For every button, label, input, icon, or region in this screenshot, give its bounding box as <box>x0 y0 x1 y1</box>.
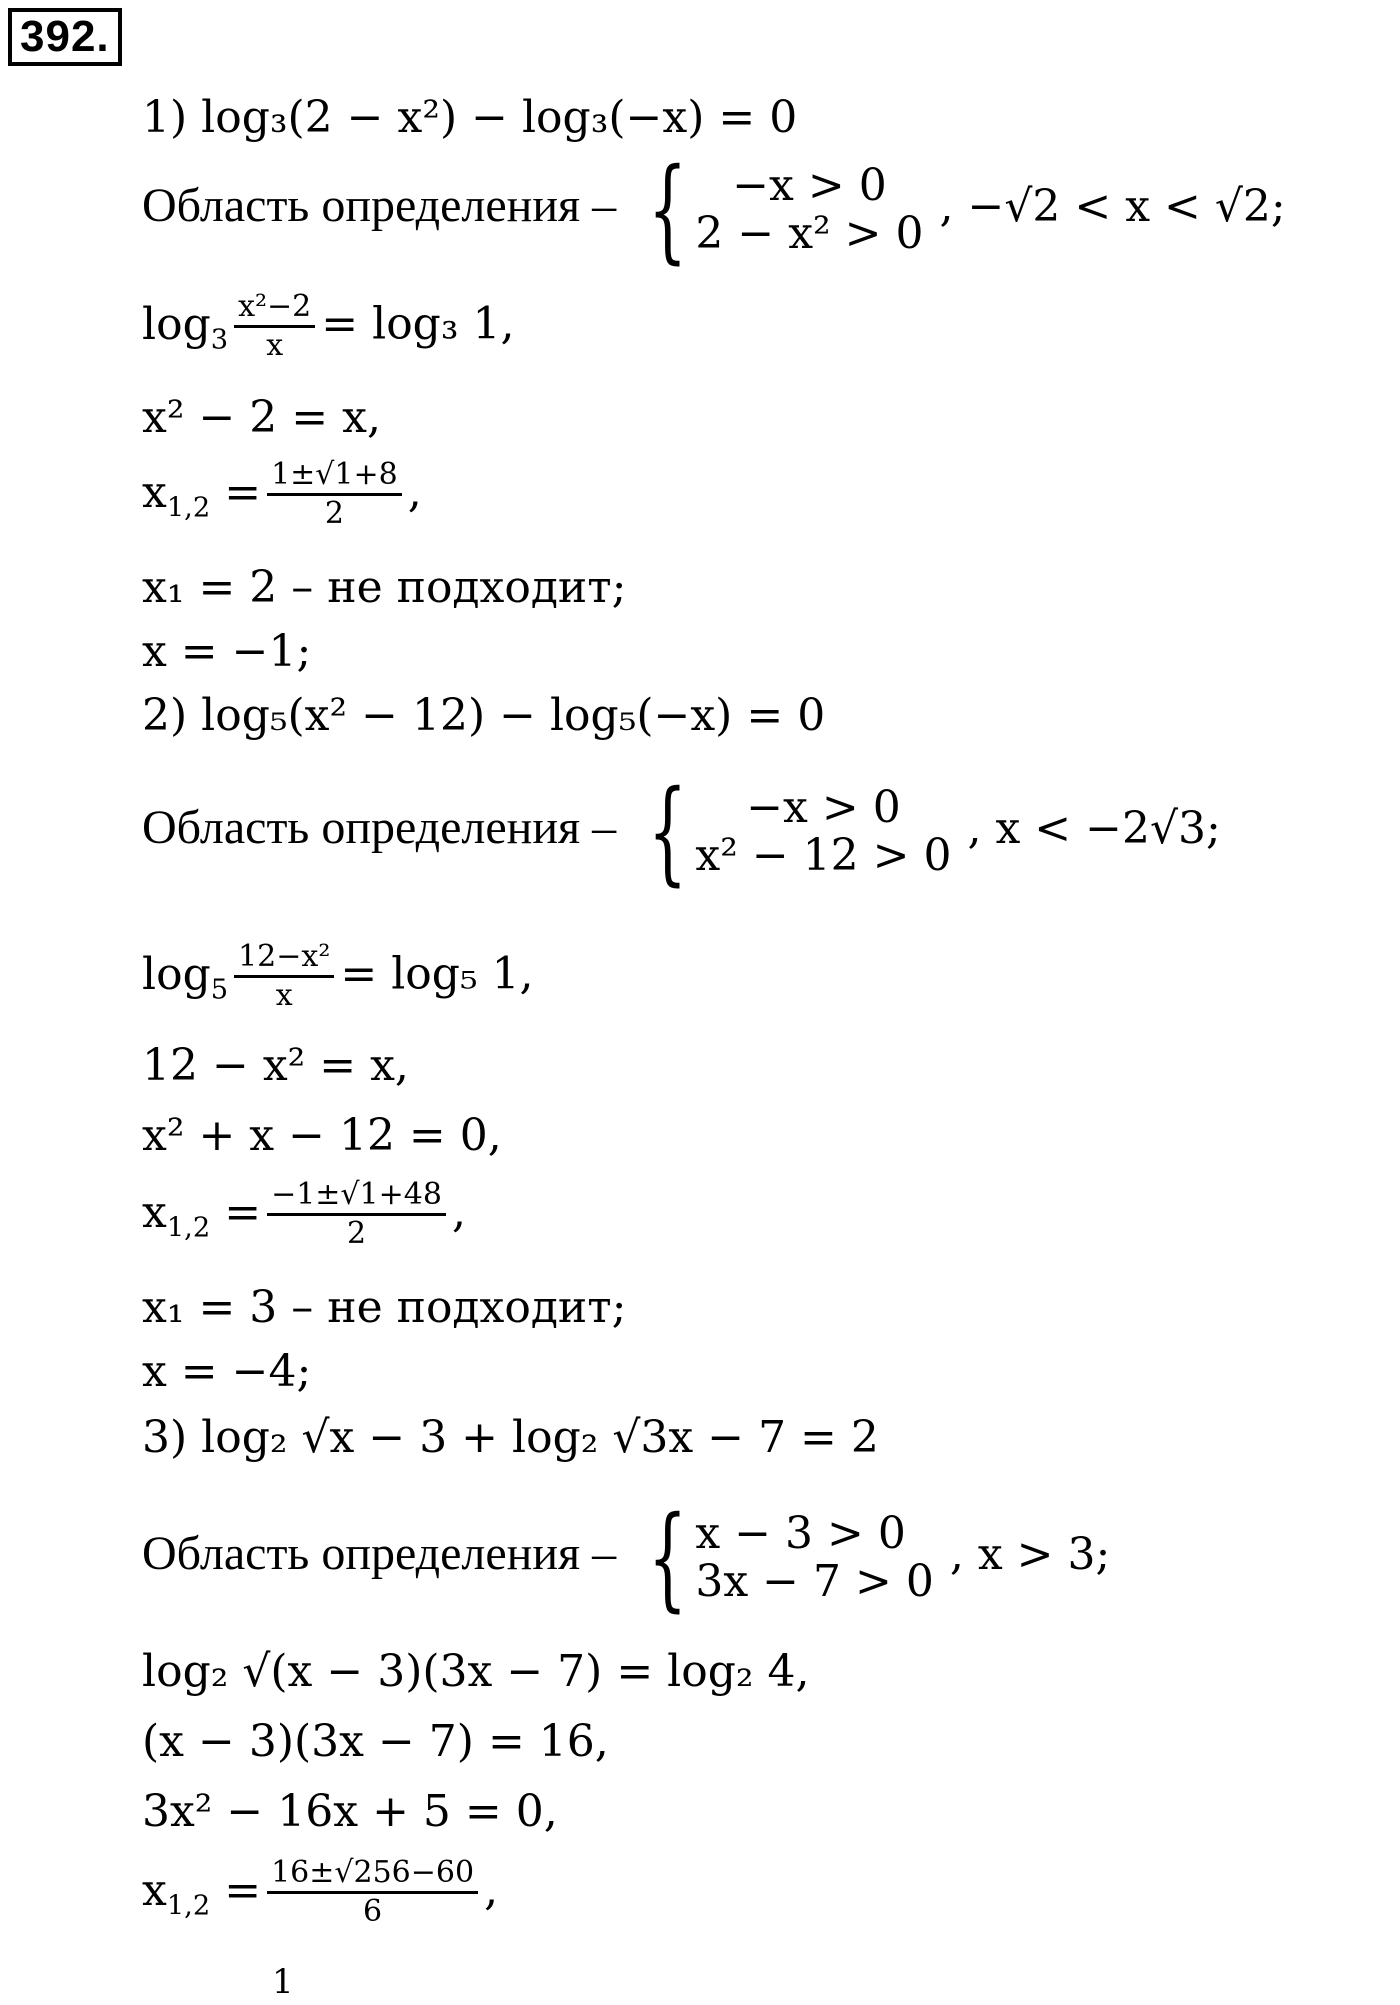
frac-denominator: x <box>275 978 293 1013</box>
domain-label: Область определения – <box>142 1527 617 1581</box>
frac-numerator: 12−x² <box>234 940 334 978</box>
system-row: 3x − 7 > 0 <box>695 1556 934 1607</box>
frac-denominator: x <box>266 328 284 363</box>
part2-step2: 12 − x² = x, <box>142 1040 409 1091</box>
system-row: x − 3 > 0 <box>695 1507 906 1559</box>
part1-step2: x² − 2 = x, <box>142 392 381 443</box>
part1-step4: x₁ = 2 – не подходит; <box>142 562 627 613</box>
part3-step4: $x_{1,2}$ = $\frac{16\pm√256-60}{6}$ , <box>142 1855 499 1929</box>
frac-denominator: 6 <box>363 1894 383 1929</box>
frac-numerator: 16±√256−60 <box>267 1856 478 1894</box>
brace-icon: { <box>648 767 688 897</box>
domain-result: , x < −2√3; <box>967 803 1221 855</box>
domain-label: Область определения – <box>142 801 617 855</box>
frac-numerator: 1±√1+8 <box>267 458 402 496</box>
part2-step4: $x_{1,2}$ = $\frac{-1\pm√1+48}{2}$ , <box>142 1177 466 1251</box>
part2-step3: x² + x − 12 = 0, <box>142 1110 502 1161</box>
system-row: −x > 0 <box>746 781 901 833</box>
part3-domain <box>142 1493 1111 1623</box>
part3-step3: 3x² − 16x + 5 = 0, <box>142 1786 558 1837</box>
part1-step5: x = −1; <box>142 626 312 677</box>
part3-equation: 3) log₂ √x − 3 + log₂ √3x − 7 = 2 <box>142 1412 879 1463</box>
part1-domain <box>142 145 1286 275</box>
domain-result: , −√2 < x < √2; <box>939 181 1286 233</box>
part2-step5: x₁ = 3 – не подходит; <box>142 1282 627 1333</box>
cutoff-text: 1 <box>272 1962 294 2002</box>
frac-denominator: 2 <box>346 1216 367 1251</box>
system-row: x² − 12 > 0 <box>695 830 952 881</box>
part2-domain <box>142 767 1221 897</box>
frac-denominator: 2 <box>324 496 344 531</box>
step-rhs: = log₅ 1, <box>340 948 534 1000</box>
system-row: 2 − x² > 0 <box>695 208 924 259</box>
part2-step6: x = −4; <box>142 1346 312 1397</box>
brace-icon: { <box>648 145 688 275</box>
part1-step1: $\log_3$ $\frac{\text{x²−2}}{x}$ = log₃ 1, <box>142 289 515 363</box>
part3-step2: (x − 3)(3x − 7) = 16, <box>142 1716 609 1767</box>
problem-number: 392. <box>8 8 122 66</box>
frac-numerator: −1±√1+48 <box>267 1178 446 1216</box>
domain-system <box>632 1493 934 1623</box>
part3-step1: log₂ √(x − 3)(3x − 7) = log₂ 4, <box>142 1646 810 1697</box>
frac-numerator: x²−2 <box>234 290 315 328</box>
part2-equation: 2) log₅(x² − 12) − log₅(−x) = 0 <box>142 690 826 741</box>
system-row: −x > 0 <box>732 159 887 211</box>
domain-system <box>632 767 952 897</box>
step-rhs: = log₃ 1, <box>321 298 515 350</box>
part1-step3: $x_{1,2}$ = $\frac{1\pm√1+8}{2}$ , <box>142 457 422 531</box>
domain-system <box>632 145 924 275</box>
domain-label: Область определения – <box>142 179 617 233</box>
domain-result: , x > 3; <box>949 1529 1111 1581</box>
part2-step1: $\log_5$ $\frac{\text{12−x²}}{x}$ = log₅ 1, <box>142 939 534 1013</box>
part1-equation: 1) log₃(2 − x²) − log₃(−x) = 0 <box>142 92 798 143</box>
brace-icon: { <box>648 1493 688 1623</box>
